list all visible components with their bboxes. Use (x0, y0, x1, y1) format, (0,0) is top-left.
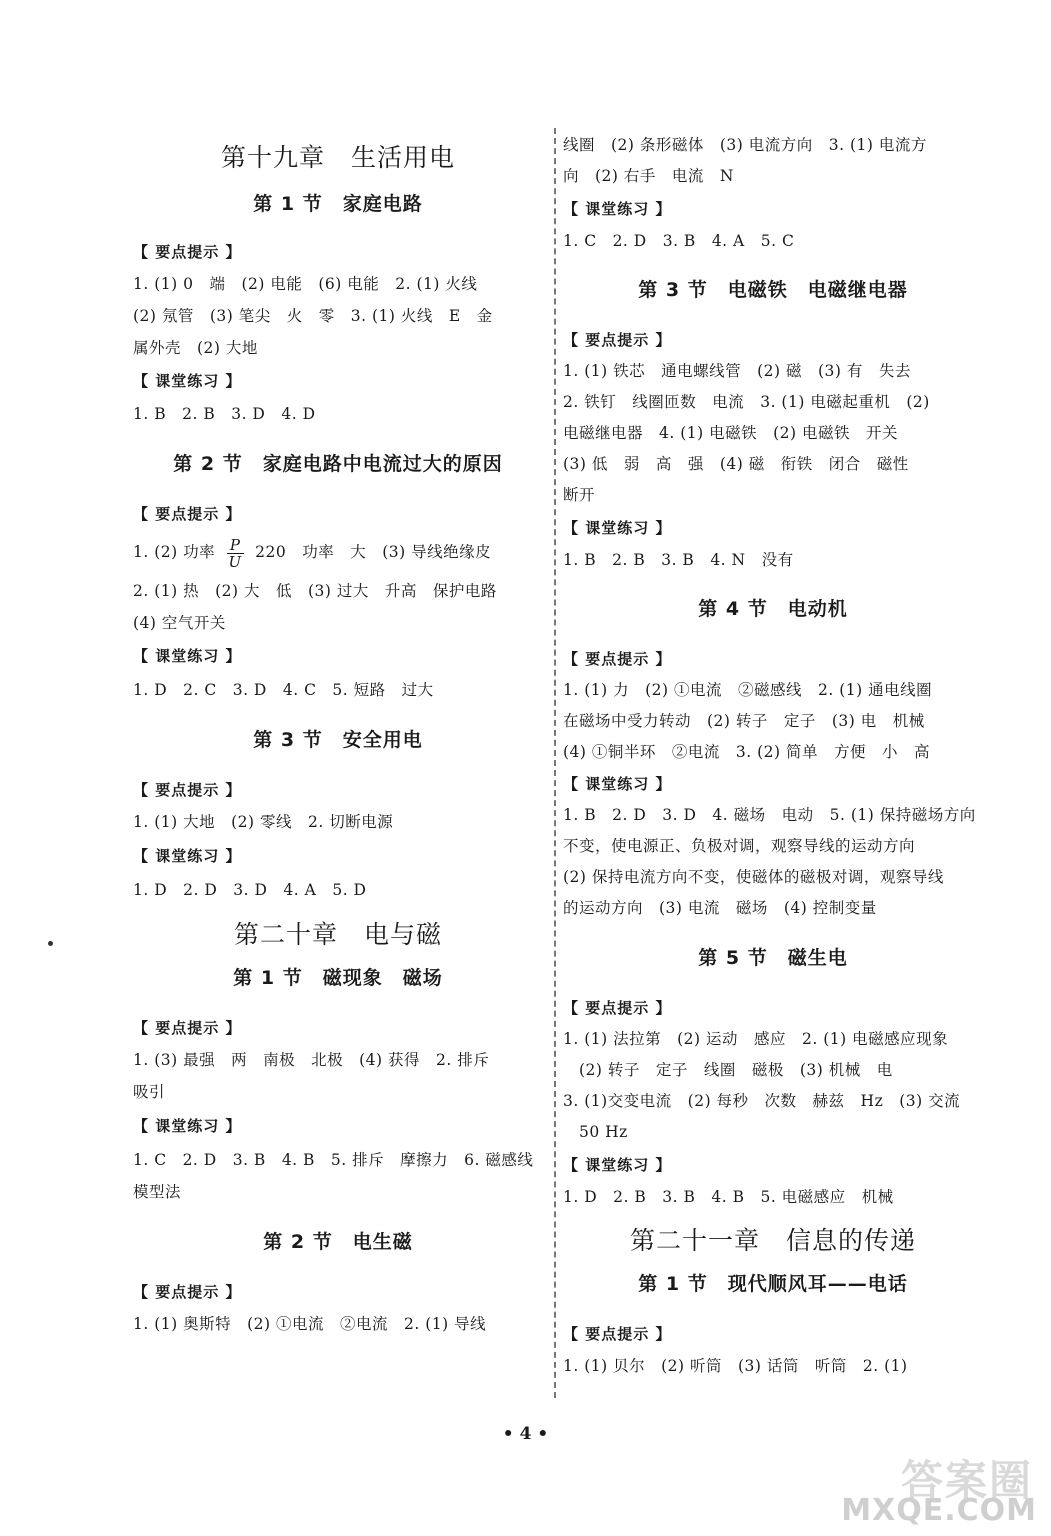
key-points-label: 【 要点提示 】 (563, 650, 672, 668)
practice-label: 【 课堂练习 】 (133, 847, 242, 865)
left-column (133, 130, 543, 1340)
answer-line: 1. D 2. B 3. B 4. B 5. 电磁感应 机械 (563, 1188, 894, 1206)
key-points-label: 【 要点提示 】 (563, 331, 672, 349)
practice-label: 【 课堂练习 】 (563, 200, 672, 218)
section-title: 第 2 节 电生磁 (263, 1231, 413, 1253)
answer-line: 在磁场中受力转动 (2) 转子 定子 (3) 电 机械 (563, 712, 925, 730)
answer-line: 1. (1) 奥斯特 (2) ①电流 ②电流 2. (1) 导线 (133, 1315, 487, 1333)
answer-line: 1. (1) 贝尔 (2) 听筒 (3) 话筒 听筒 2. (1) (563, 1357, 908, 1375)
fraction (227, 537, 244, 570)
key-points-label: 【 要点提示 】 (133, 1019, 242, 1037)
fraction-denominator: U (228, 552, 242, 571)
answer-line: 模型法 (133, 1183, 182, 1201)
answer-line: 断开 (563, 486, 596, 504)
section-title: 第 3 节 电磁铁 电磁继电器 (638, 279, 908, 301)
section-title: 第 3 节 安全用电 (253, 729, 423, 751)
answer-line: (3) 低 弱 高 强 (4) 磁 衔铁 闭合 磁性 (563, 455, 909, 473)
answer-line: (2) 转子 定子 线圈 磁极 (3) 机械 电 (563, 1061, 893, 1079)
answer-line: 不变，使电源正、负极对调，观察导线的运动方向 (563, 837, 916, 855)
answer-text: 1. (2) 功率 (133, 543, 216, 561)
answer-text: 220 功率 大 (3) 导线绝缘皮 (255, 543, 492, 561)
practice-label: 【 课堂练习 】 (133, 647, 242, 665)
key-points-label: 【 要点提示 】 (563, 999, 672, 1017)
key-points-label: 【 要点提示 】 (133, 505, 242, 523)
answer-line: 电磁继电器 4. (1) 电磁铁 (2) 电磁铁 开关 (563, 424, 898, 442)
answer-line: (2) 氖管 (3) 笔尖 火 零 3. (1) 火线 E 金 (133, 307, 493, 325)
section-title: 第 2 节 家庭电路中电流过大的原因 (173, 453, 503, 475)
answer-line: 1. (1) 铁芯 通电螺线管 (2) 磁 (3) 有 失去 (563, 362, 911, 380)
practice-label: 【 课堂练习 】 (133, 1117, 242, 1135)
answer-line: 1. C 2. D 3. B 4. A 5. C (563, 232, 795, 250)
answer-line: 50 Hz (563, 1123, 628, 1141)
key-points-label: 【 要点提示 】 (133, 1283, 242, 1301)
stray-dot (48, 941, 53, 946)
answer-line: 2. 铁钉 线圈匝数 电流 3. (1) 电磁起重机 (2) (563, 393, 930, 411)
section-title: 第 1 节 磁现象 磁场 (233, 967, 443, 989)
section-title: 第 5 节 磁生电 (698, 947, 848, 969)
page-number: • 4 • (502, 1424, 549, 1444)
watermark-site: MXQE.COM (841, 1493, 1037, 1528)
practice-label: 【 课堂练习 】 (563, 775, 672, 793)
answer-line: 3. (1)交变电流 (2) 每秒 次数 赫兹 Hz (3) 交流 (563, 1092, 961, 1110)
answer-line: 1. B 2. B 3. D 4. D (133, 405, 316, 423)
practice-label: 【 课堂练习 】 (133, 372, 242, 390)
answer-line: 向 (2) 右手 电流 N (563, 167, 734, 185)
answer-line: 的运动方向 (3) 电流 磁场 (4) 控制变量 (563, 899, 877, 917)
key-points-label: 【 要点提示 】 (133, 781, 242, 799)
right-column (563, 130, 983, 1382)
practice-label: 【 课堂练习 】 (563, 519, 672, 537)
section-title: 第 1 节 现代顺风耳——电话 (638, 1273, 908, 1295)
answer-line: 吸引 (133, 1083, 166, 1101)
watermark (841, 1448, 1041, 1530)
practice-label: 【 课堂练习 】 (563, 1156, 672, 1174)
chapter-21-title: 第二十一章 信息的传递 (629, 1226, 916, 1255)
watermark-logo: 答案圈 (900, 1456, 1033, 1505)
answer-line: 1. C 2. D 3. B 4. B 5. 排斥 摩擦力 6. 磁感线 (133, 1151, 534, 1169)
section-title: 第 1 节 家庭电路 (253, 193, 423, 215)
chapter-20-title: 第二十章 电与磁 (233, 920, 442, 949)
key-points-label: 【 要点提示 】 (133, 243, 242, 261)
answer-line: (4) 空气开关 (133, 614, 226, 632)
answer-line: 2. (1) 热 (2) 大 低 (3) 过大 升高 保护电路 (133, 582, 497, 600)
answer-line: 1. B 2. D 3. D 4. 磁场 电动 5. (1) 保持磁场方向 (563, 806, 976, 824)
answer-line: 1. B 2. B 3. B 4. N 没有 (563, 551, 794, 569)
answer-line: (4) ①铜半环 ②电流 3. (2) 简单 方便 小 高 (563, 743, 930, 761)
answer-line: (2) 保持电流方向不变，使磁体的磁极对调，观察导线 (563, 868, 944, 886)
chapter-19-title: 第十九章 生活用电 (220, 143, 455, 172)
key-points-label: 【 要点提示 】 (563, 1325, 672, 1343)
fraction-numerator: P (227, 537, 244, 554)
answer-line: 1. (1) 大地 (2) 零线 2. 切断电源 (133, 813, 394, 831)
answer-line (133, 530, 543, 574)
answer-line: 1. (1) 0 端 (2) 电能 (6) 电能 2. (1) 火线 (133, 275, 478, 293)
answer-line: 属外壳 (2) 大地 (133, 339, 258, 357)
answer-line: 线圈 (2) 条形磁体 (3) 电流方向 3. (1) 电流方 (563, 136, 927, 154)
section-title: 第 4 节 电动机 (698, 598, 848, 620)
answer-line: 1. (3) 最强 两 南极 北极 (4) 获得 2. 排斥 (133, 1051, 490, 1069)
answer-line: 1. D 2. D 3. D 4. A 5. D (133, 881, 367, 899)
answer-line: 1. D 2. C 3. D 4. C 5. 短路 过大 (133, 681, 434, 699)
answer-line: 1. (1) 法拉第 (2) 运动 感应 2. (1) 电磁感应现象 (563, 1030, 949, 1048)
answer-line: 1. (1) 力 (2) ①电流 ②磁感线 2. (1) 通电线圈 (563, 681, 933, 699)
column-divider (554, 128, 556, 1398)
